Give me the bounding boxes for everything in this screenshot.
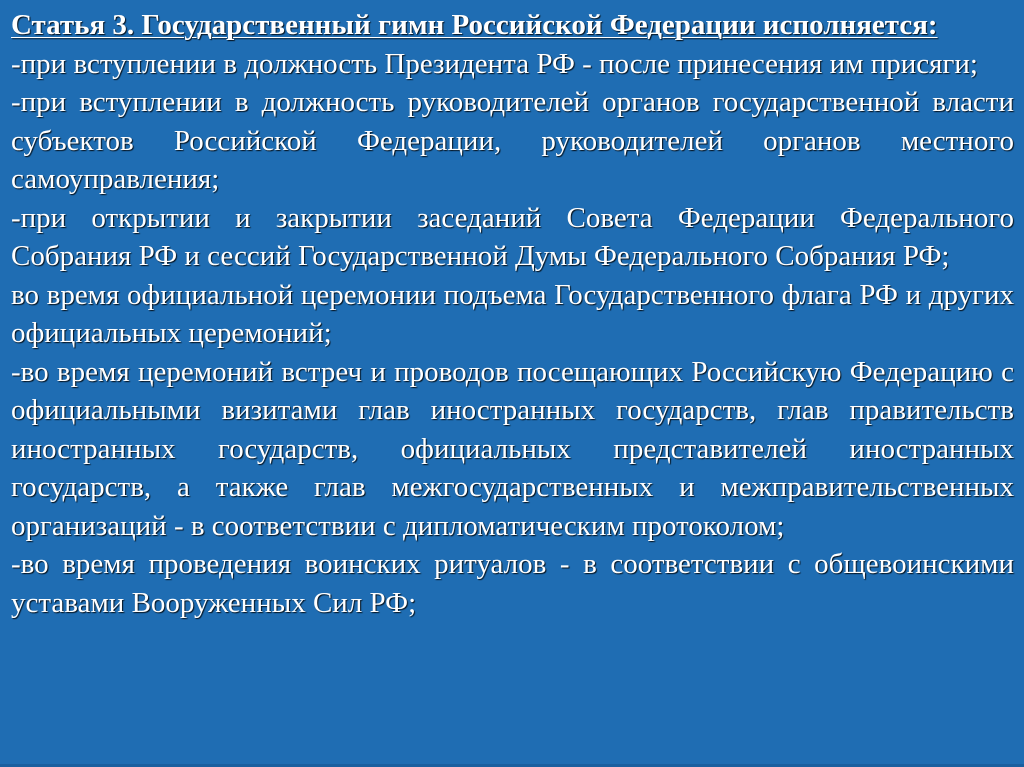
list-item-regional-officials: -при вступлении в должность руководителей органов государственной власти субъектов Российской Федерации, руководителей органов местного самоуправления; <box>11 86 1014 195</box>
list-item-military-rituals: -во время проведения воинских ритуалов - в соответствии с общевоинскими уставами Вооруженных Сил РФ; <box>11 548 1014 619</box>
list-item-federal-assembly-sessions: -при открытии и закрытии заседаний Совета Федерации Федерального Собрания РФ и сессий Государственной Думы Федерального Собрания РФ; <box>11 201 1014 272</box>
list-item-flag-ceremony: во время официальной церемонии подъема Государственного флага РФ и других официальных церемоний; <box>11 278 1014 349</box>
list-item-official-visits: -во время церемоний встреч и проводов посещающих Российскую Федерацию с официальными визитами глав иностранных государств, глав правительств иностранных государств, официальных представителей иностранных государств, а также глав межгосударственных и межправительственных организаций - в соответствии с дипломатическим протоколом; <box>11 355 1014 542</box>
list-item-president-inauguration: -при вступлении в должность Президента РФ - после принесения им присяги; <box>11 47 978 80</box>
article-heading: Статья 3. Государственный гимн Российской Федерации исполняется: <box>11 9 938 41</box>
